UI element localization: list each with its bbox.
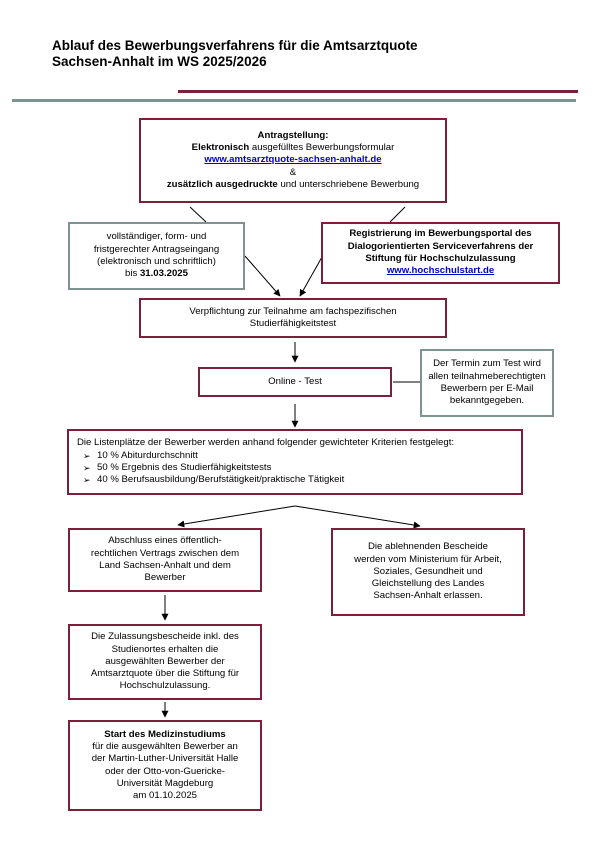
ablehnung-line-2: werden vom Ministerium für Arbeit, bbox=[354, 553, 502, 565]
antragseingang-line-4 bbox=[125, 268, 188, 280]
verpflichtung-box bbox=[139, 298, 447, 338]
ablehnung-box bbox=[331, 528, 525, 616]
antragstellung-line-3 bbox=[167, 179, 419, 191]
connector-antrag-registrierung bbox=[390, 207, 405, 222]
termin-box bbox=[420, 349, 554, 417]
studienstart-line-4: Universität Magdeburg bbox=[116, 777, 214, 789]
amtsarztquote-link[interactable]: www.amtsarztquote-sachsen-anhalt.de bbox=[204, 154, 382, 166]
kriterium-test: ➢ 50 % Ergebnis des Studierfähigkeitstests bbox=[83, 462, 521, 474]
zulassung-line-2: Studienortes erhalten die bbox=[111, 643, 219, 655]
ablehnung-line-3: Soziales, Gesundheit und bbox=[373, 565, 483, 577]
vertrag-line-2: rechtlichen Vertrags zwischen dem bbox=[90, 547, 240, 559]
arrow-eingang-verpflichtung bbox=[245, 256, 280, 296]
termin-line-1: Der Termin zum Test wird bbox=[433, 358, 541, 370]
studienstart-heading: Start des Medizinstudiums bbox=[104, 728, 226, 740]
antragseingang-line-2: fristgerechter Antragseingang bbox=[93, 243, 220, 255]
studienstart-line-3: oder der Otto-von-Guericke- bbox=[105, 765, 225, 777]
antragstellung-line-1-bold: Elektronisch bbox=[191, 142, 250, 154]
antragseingang-line-1: vollständiger, form- und bbox=[106, 231, 207, 243]
studienstart-line-1: für die ausgewählten Bewerber an bbox=[92, 740, 238, 752]
online-test-label: Online - Test bbox=[268, 375, 322, 387]
zulassung-line-3: ausgewählten Bewerber der bbox=[105, 655, 225, 667]
antragstellung-line-3-bold: zusätzlich ausgedruckte bbox=[166, 178, 278, 190]
verpflichtung-line-1: Verpflichtung zur Teilnahme am fachspezifischen bbox=[189, 305, 397, 317]
ablehnung-line-5: Sachsen-Anhalt erlassen. bbox=[373, 590, 483, 602]
termin-line-3: Bewerbern per E-Mail bbox=[440, 383, 534, 394]
termin-line-4: bekanntgegeben. bbox=[449, 395, 525, 407]
hochschulstart-link[interactable]: www.hochschulstart.de bbox=[386, 265, 495, 277]
vertrag-line-4: Bewerber bbox=[144, 572, 186, 584]
kriterien-list bbox=[69, 450, 521, 487]
zulassung-line-5: Hochschulzulassung. bbox=[119, 680, 211, 692]
antragseingang-deadline: 31.03.2025 bbox=[139, 268, 188, 280]
arrow-kriterien-vertrag bbox=[178, 506, 295, 525]
ablehnung-line-4: Gleichstellung des Landes bbox=[371, 578, 485, 590]
registrierung-line-2: Dialogorientierten Serviceverfahrens der bbox=[347, 240, 534, 252]
registrierung-line-1: Registrierung im Bewerbungsportal des bbox=[349, 228, 532, 240]
antragstellung-line-1-rest: ausgefülltes Bewerbungsformular bbox=[249, 142, 395, 154]
vertrag-line-1: Abschluss eines öffentlich- bbox=[108, 535, 222, 547]
arrow-kriterien-ablehnung bbox=[295, 506, 420, 526]
kriterien-box bbox=[67, 429, 523, 495]
zulassung-box bbox=[68, 624, 262, 700]
title-line-1: Ablauf des Bewerbungsverfahrens für die Amtsarztquote bbox=[52, 38, 418, 53]
antragstellung-line-3-rest: und unterschriebene Bewerbung bbox=[277, 178, 420, 190]
kriterien-intro: Die Listenplätze der Bewerber werden anhand folgender gewichteter Kriterien festgelegt: bbox=[77, 437, 455, 449]
verpflichtung-line-2: Studierfähigkeitstest bbox=[249, 318, 337, 329]
antragseingang-box bbox=[68, 222, 245, 290]
antragseingang-line-3: (elektronisch und schriftlich) bbox=[97, 256, 216, 267]
termin-line-2: allen teilnahmeberechtigten bbox=[428, 370, 546, 382]
antragstellung-line-1 bbox=[192, 142, 395, 154]
title-line-2: Sachsen-Anhalt im WS 2025/2026 bbox=[52, 54, 267, 69]
arrow-registrierung-verpflichtung bbox=[300, 257, 322, 296]
antragstellung-box bbox=[139, 118, 447, 203]
registrierung-box bbox=[321, 222, 560, 284]
zulassung-line-1: Die Zulassungsbescheide inkl. des bbox=[91, 631, 239, 643]
kriterium-abitur: ➢ 10 % Abiturdurchschnitt bbox=[83, 450, 521, 462]
studienstart-box bbox=[68, 720, 262, 811]
antragseingang-deadline-prefix: bis bbox=[125, 268, 140, 280]
vertrag-line-3: Land Sachsen-Anhalt und dem bbox=[99, 560, 231, 571]
studienstart-line-2: der Martin-Luther-Universität Halle bbox=[91, 753, 239, 765]
registrierung-line-3: Stiftung für Hochschulzulassung bbox=[365, 253, 516, 264]
kriterium-beruf: ➢ 40 % Berufsausbildung/Berufstätigkeit/praktische Tätigkeit bbox=[83, 474, 521, 486]
connector-antrag-eingang bbox=[190, 207, 206, 222]
online-test-box bbox=[198, 367, 392, 397]
zulassung-line-4: Amtsarztquote über die Stiftung für bbox=[90, 668, 240, 680]
antragstellung-heading: Antragstellung: bbox=[257, 129, 329, 141]
studienstart-date: am 01.10.2025 bbox=[132, 790, 197, 802]
vertrag-box bbox=[68, 528, 262, 592]
ablehnung-line-1: Die ablehnenden Bescheide bbox=[367, 541, 488, 553]
antragstellung-ampersand: & bbox=[289, 166, 297, 178]
